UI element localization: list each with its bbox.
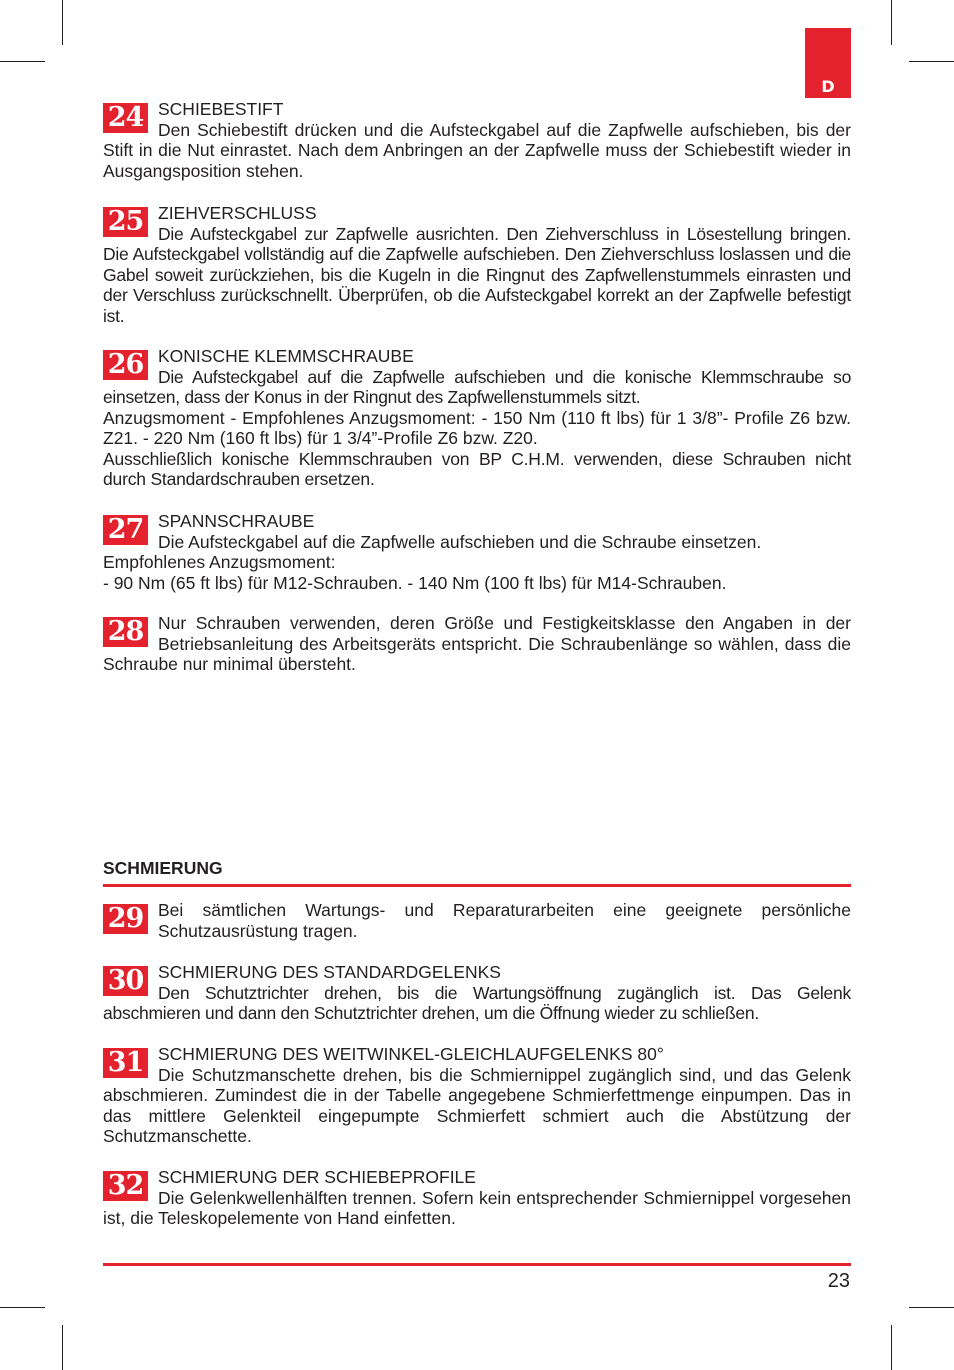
step-heading: KONISCHE KLEMMSCHRAUBE xyxy=(158,346,414,366)
step-text-torque: Anzugsmoment - Empfohlenes Anzugsmoment: - 150 Nm (110 ft lbs) für 1 3/8”- Profile Z6 bzw. Z21. - 220 Nm (160 ft lbs) für 1 3/4”-Profile Z6 bzw. Z20. xyxy=(103,407,851,448)
section-title: SCHMIERUNG xyxy=(103,858,223,878)
language-tab xyxy=(805,28,851,98)
crop-mark xyxy=(62,1325,63,1370)
step-number-badge: 32 xyxy=(103,1171,148,1201)
step-text: Die Aufsteckgabel auf die Zapfwelle aufschieben und die Schraube einsetzen. xyxy=(158,531,762,552)
step-text: Den Schiebestift drücken und die Aufsteckgabel auf die Zapfwelle aufschieben, bis der Stift in die Nut einrastet. Nach dem Anbringen an der Zapfwelle muss der Schiebestift wieder in Ausgangsposition stehen. xyxy=(103,119,851,181)
step-text: Nur Schrauben verwenden, deren Größe und Festigkeitsklasse den Angaben in der Betriebsanleitung des Arbeitsgeräts entspricht. Die Schraubenlänge so wählen, dass die Schraube nur minimal übersteht. xyxy=(103,613,851,674)
step-heading: SCHIEBESTIFT xyxy=(158,99,284,119)
crop-mark xyxy=(891,0,892,45)
step-number-badge: 28 xyxy=(103,617,148,647)
step-text: Bei sämtlichen Wartungs- und Reparaturarbeiten eine geeignete persönliche Schutzausrüstung tragen. xyxy=(158,900,851,941)
step-number-badge: 30 xyxy=(103,966,148,996)
instruction-32 xyxy=(103,1167,851,1229)
instruction-24 xyxy=(103,99,851,181)
instruction-25 xyxy=(103,203,851,326)
step-number-badge: 26 xyxy=(103,350,148,380)
step-heading: ZIEHVERSCHLUSS xyxy=(158,203,317,223)
step-text-values: - 90 Nm (65 ft lbs) für M12-Schrauben. - 140 Nm (100 ft lbs) für M14-Schrauben. xyxy=(103,572,727,593)
instruction-26 xyxy=(103,346,851,490)
section-divider xyxy=(103,884,851,887)
crop-mark xyxy=(0,61,45,62)
crop-mark xyxy=(909,61,954,62)
step-text: Die Aufsteckgabel auf die Zapfwelle aufschieben und die konische Klemmschraube so einsetzen, dass der Konus in der Ringnut des Zapfwellenstummels sitzt. xyxy=(103,366,851,407)
crop-mark xyxy=(62,0,63,45)
step-heading: SCHMIERUNG DER SCHIEBEPROFILE xyxy=(158,1167,476,1187)
footer-divider xyxy=(103,1263,851,1266)
language-tab-label: D xyxy=(821,77,835,96)
step-text: Die Schutzmanschette drehen, bis die Schmiernippel zugänglich sind, und das Gelenk abschmieren. Zumindest die in der Tabelle angegebene Schmierfettmenge einpumpen. Das in das mittlere Gelenkteil eingepumpte Schmierfett schmiert auch die Abstützung der Schutzmanschette. xyxy=(103,1064,851,1146)
step-heading: SPANNSCHRAUBE xyxy=(158,511,315,531)
instruction-31 xyxy=(103,1044,851,1147)
crop-mark xyxy=(891,1325,892,1370)
step-heading: SCHMIERUNG DES STANDARDGELENKS xyxy=(158,962,501,982)
step-text-note: Ausschließlich konische Klemmschrauben von BP C.H.M. verwenden, diese Schrauben nicht durch Standardschrauben ersetzen. xyxy=(103,448,851,489)
step-number-badge: 24 xyxy=(103,103,148,133)
step-text: Die Gelenkwellenhälften trennen. Sofern kein entsprechender Schmiernippel vorgesehen ist, die Teleskopelemente von Hand einfetten. xyxy=(103,1187,851,1228)
step-number-badge: 29 xyxy=(103,904,148,934)
step-text-torque: Empfohlenes Anzugsmoment: xyxy=(103,552,336,572)
step-text: Den Schutztrichter drehen, bis die Wartungsöffnung zugänglich ist. Das Gelenk abschmieren und dann den Schutztrichter drehen, um die Öffnung wieder zu schließen. xyxy=(103,982,851,1023)
step-text: Die Aufsteckgabel zur Zapfwelle ausrichten. Den Ziehverschluss in Lösestellung bringen. Die Aufsteckgabel vollständig auf die Zapfwelle aufschieben. Den Ziehverschluss loslassen und die Gabel soweit zurückziehen, bis die Kugeln in die Ringnut des Zapfwellenstummels einrasten und der Verschluss zurückschnellt. Überprüfen, ob die Aufsteckgabel korrekt an der Zapfwelle befestigt ist. xyxy=(103,223,851,326)
crop-mark xyxy=(0,1307,45,1308)
step-number-badge: 31 xyxy=(103,1048,148,1078)
step-heading: SCHMIERUNG DES WEITWINKEL-GLEICHLAUFGELENKS 80° xyxy=(158,1044,664,1064)
instruction-29 xyxy=(103,900,851,941)
instruction-28 xyxy=(103,613,851,675)
instruction-27 xyxy=(103,511,851,593)
instruction-30 xyxy=(103,962,851,1024)
page-number: 23 xyxy=(827,1270,850,1292)
step-number-badge: 27 xyxy=(103,515,148,545)
crop-mark xyxy=(909,1307,954,1308)
step-number-badge: 25 xyxy=(103,207,148,237)
